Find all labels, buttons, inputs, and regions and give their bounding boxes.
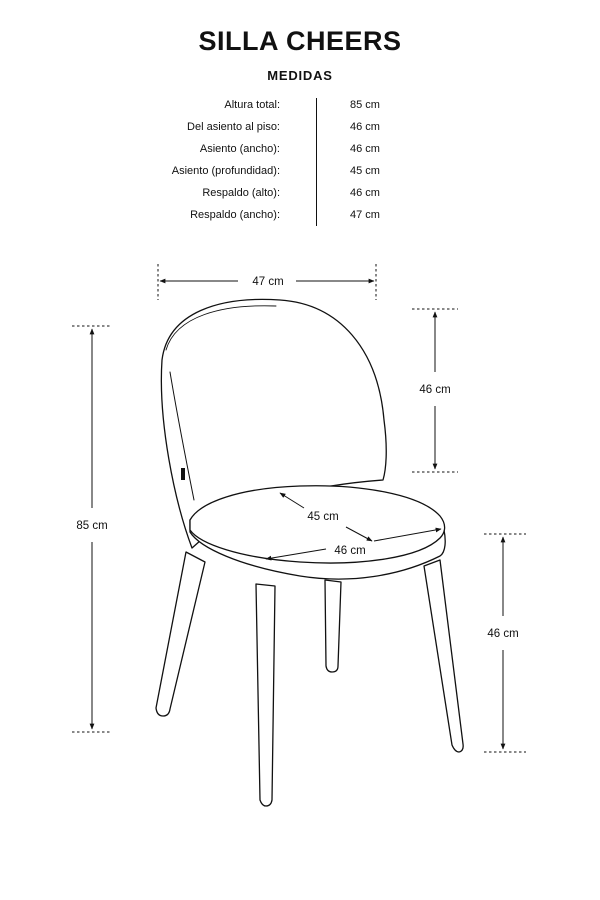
dim-label-total-height: 85 cm — [76, 520, 108, 532]
spec-label: Del asiento al piso: — [187, 121, 280, 133]
front-left-leg — [256, 584, 275, 806]
dim-label-backrest-width: 47 cm — [252, 276, 284, 288]
chair-outline — [156, 299, 463, 806]
spec-value: 46 cm — [350, 187, 380, 199]
spec-label: Respaldo (alto): — [202, 187, 280, 199]
spec-label: Asiento (profundidad): — [171, 165, 280, 177]
section-subtitle: MEDIDAS — [267, 68, 333, 83]
back-left-leg — [156, 552, 205, 716]
spec-value: 45 cm — [350, 165, 380, 177]
dim-label-backrest-height: 46 cm — [419, 384, 451, 396]
spec-label: Respaldo (ancho): — [190, 209, 280, 221]
spec-value: 47 cm — [350, 209, 380, 221]
page-title: SILLA CHEERS — [198, 26, 402, 56]
spec-value: 46 cm — [350, 143, 380, 155]
spec-value: 46 cm — [350, 121, 380, 133]
spec-label: Altura total: — [224, 99, 280, 111]
front-right-leg — [424, 560, 463, 752]
dim-label-seat-width: 46 cm — [334, 545, 366, 557]
back-right-leg — [325, 580, 341, 672]
dim-label-seat-depth: 45 cm — [307, 511, 339, 523]
label-tag — [181, 468, 185, 480]
spec-value: 85 cm — [350, 99, 380, 111]
spec-label: Asiento (ancho): — [199, 143, 280, 155]
dim-label-seat-height: 46 cm — [487, 628, 519, 640]
dim-seat-height — [484, 534, 526, 752]
